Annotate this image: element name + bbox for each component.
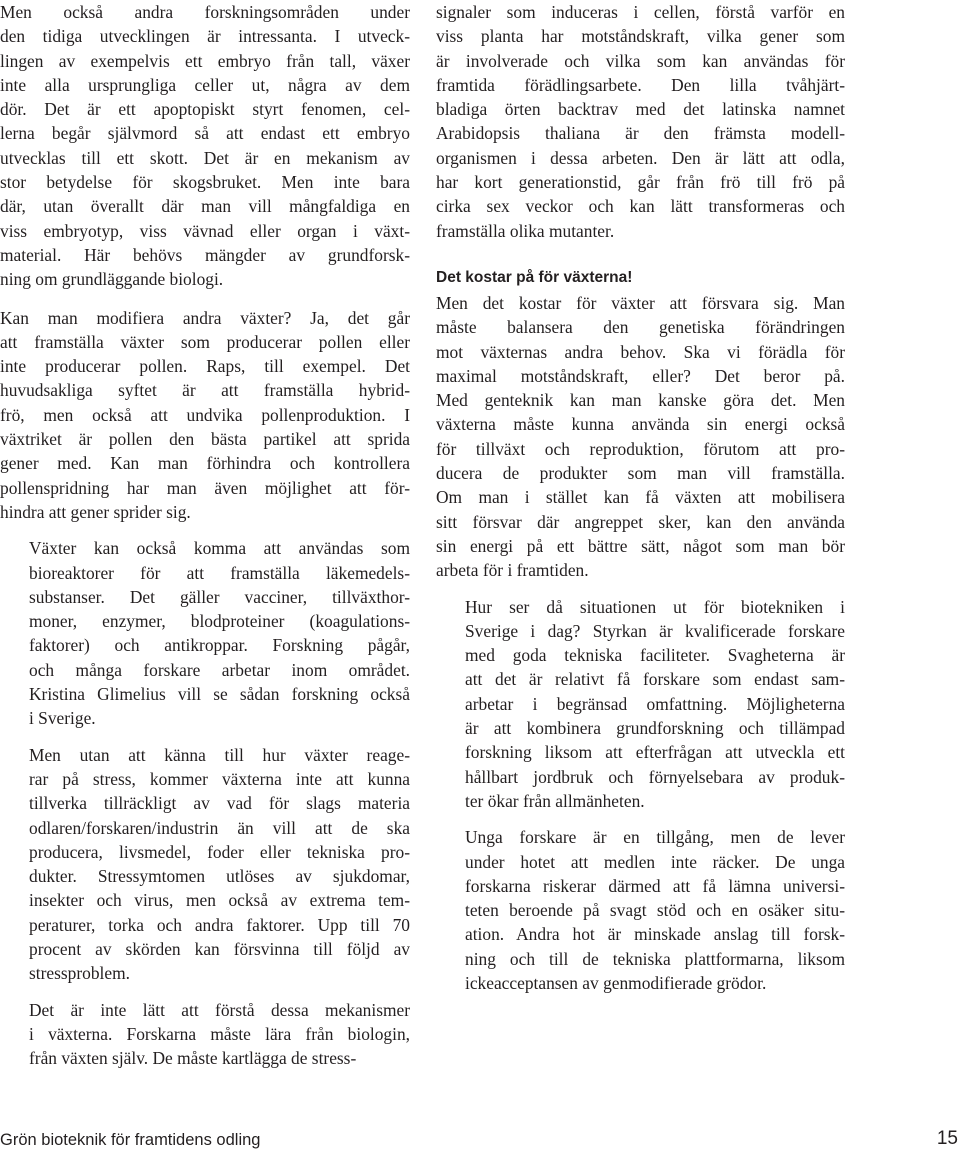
text-line: i växterna. Forskarna måste lära från biologin, bbox=[29, 1023, 410, 1044]
text-line: Kan man modifiera andra växter? Ja, det går bbox=[0, 307, 410, 328]
text-line: Kristina Glimelius vill se sådan forskning också bbox=[29, 684, 410, 705]
text-line: dör. Det är ett apoptopiskt styrt fenomen, cel- bbox=[0, 99, 410, 120]
text-line: för tillväxt och reproduktion, förutom att pro- bbox=[436, 438, 845, 459]
text-line: ickeacceptansen av genmodifierade grödor. bbox=[465, 972, 767, 993]
text-line: måste balansera den genetiska förändringen bbox=[436, 317, 845, 338]
paragraph bbox=[436, 595, 845, 814]
text-line: odlaren/forskaren/industrin än vill att de ska bbox=[29, 817, 410, 838]
text-line: med goda tekniska faciliteter. Svagheterna är bbox=[465, 645, 845, 666]
text-line: faktorer) och antikroppar. Forskning pågår, bbox=[29, 635, 410, 656]
text-line: substanser. Det gäller vacciner, tillväxthor- bbox=[29, 586, 410, 607]
text-line: forskning liksom att efterfrågan att utveckla ett bbox=[465, 742, 845, 763]
text-line: lerna begår självmord så att endast ett embryo bbox=[0, 123, 410, 144]
text-line: och många forskare arbetar inom området. bbox=[29, 659, 410, 680]
text-line: arbetar i begränsad omfattning. Möjligheterna bbox=[465, 693, 845, 714]
text-line: Det är inte lätt att förstå dessa mekanismer bbox=[29, 999, 410, 1020]
page-footer bbox=[0, 1128, 960, 1153]
paragraph bbox=[436, 0, 845, 243]
text-line: Om man i stället kan få växten att mobilisera bbox=[436, 487, 845, 508]
text-line: stressproblem. bbox=[29, 963, 130, 984]
text-line: rar på stress, kommer växterna inte att kunna bbox=[29, 768, 410, 789]
text-line: viss planta har motståndskraft, vilka gener som bbox=[436, 26, 845, 47]
text-line: Men också andra forskningsområden under bbox=[0, 2, 410, 22]
text-line: den tidiga utvecklingen är intressanta. I utveck- bbox=[0, 26, 410, 47]
text-line: har kort generationstid, går från frö till frö på bbox=[436, 172, 845, 193]
text-line: pollenspridning har man även möjlighet att för- bbox=[0, 477, 410, 498]
text-line: stor betydelse för skogsbruket. Men inte bara bbox=[0, 172, 410, 193]
text-line: frö, men också att undvika pollenproduktion. I bbox=[0, 404, 410, 425]
text-line: gener med. Kan man förhindra och kontrollera bbox=[0, 453, 410, 474]
text-line: procent av skörden kan försvinna till följd av bbox=[29, 938, 410, 959]
text-line: Men utan att känna till hur växter reage- bbox=[29, 744, 410, 765]
left-column bbox=[0, 0, 410, 1070]
text-line: under hotet att medlen inte räcker. De unga bbox=[465, 851, 845, 872]
text-line: ation. Andra hot är minskade anslag till forsk- bbox=[465, 924, 845, 945]
text-line: i Sverige. bbox=[29, 708, 96, 729]
text-line: teten beroende på svagt stöd och en osäker situ- bbox=[465, 900, 845, 921]
text-line: sin energi på ett bättre sätt, något som man bör bbox=[436, 535, 845, 556]
text-line: att framställa växter som producerar pollen eller bbox=[0, 331, 410, 352]
text-line: huvudsakliga syftet är att framställa hybrid- bbox=[0, 380, 410, 401]
text-line: att det är relativt få forskare som endast sam- bbox=[465, 669, 845, 690]
text-line: sitt försvar där angreppet sker, kan den använda bbox=[436, 511, 845, 532]
text-line: växterna måste kunna använda sin energi också bbox=[436, 414, 845, 435]
text-line: viss embryotyp, viss vävnad eller organ i växt- bbox=[0, 220, 410, 241]
text-line: ning om grundläggande biologi. bbox=[0, 269, 224, 290]
text-line: Växter kan också komma att användas som bbox=[29, 538, 410, 559]
text-line: från växten själv. De måste kartlägga de stress- bbox=[29, 1048, 357, 1069]
text-line: cirka sex veckor och kan lätt transformeras och bbox=[436, 196, 845, 217]
text-line: tillverka tillräckligt av vad för slags materia bbox=[29, 793, 410, 814]
footer-title: Grön bioteknik för framtidens odling bbox=[0, 1131, 261, 1149]
text-line: Med genteknik kan man kanske göra det. Men bbox=[436, 390, 845, 411]
text-line: Sverige i dag? Styrkan är kvalificerade forskare bbox=[465, 620, 845, 641]
text-line: är involverade och vilka som kan användas för bbox=[436, 50, 845, 71]
text-line: framställa olika mutanter. bbox=[436, 220, 615, 241]
text-line: inte producerar pollen. Raps, till exempel. Det bbox=[0, 356, 410, 377]
text-line: Men det kostar för växter att försvara sig. Man bbox=[436, 292, 845, 313]
text-line: Hur ser då situationen ut för biotekniken i bbox=[465, 596, 845, 617]
text-line: lingen av exempelvis ett embryo från tall, växer bbox=[0, 50, 410, 71]
text-line: organismen i dessa arbeten. Den är lätt att odla, bbox=[436, 147, 845, 168]
text-line: ter ökar från allmänheten. bbox=[465, 790, 645, 811]
text-line: moner, enzymer, blodproteiner (koagulations- bbox=[29, 611, 410, 632]
right-column bbox=[436, 0, 845, 995]
text-line: Unga forskare är en tillgång, men de lever bbox=[465, 827, 845, 848]
text-line: bladiga örten backtrav med det latinska namnet bbox=[436, 99, 845, 120]
text-line: där, utan överallt där man vill mångfaldiga en bbox=[0, 196, 410, 217]
text-line: växtriket är pollen den bästa partikel att sprida bbox=[0, 429, 410, 450]
section-subheading: Det kostar på för växterna! bbox=[436, 268, 633, 286]
text-line: hindra att gener sprider sig. bbox=[0, 501, 191, 522]
page-number: 15 bbox=[936, 1128, 958, 1149]
text-line: inte alla ursprungliga celler ut, några av dem bbox=[0, 74, 410, 95]
text-line: peraturer, torka och andra faktorer. Upp till 70 bbox=[29, 914, 410, 935]
text-line: mot växternas andra behov. Ska vi förädla för bbox=[436, 341, 845, 362]
paragraph bbox=[0, 0, 410, 292]
text-line: ning och till de tekniska plattformarna, liksom bbox=[465, 948, 845, 969]
text-line: signaler som induceras i cellen, förstå varför en bbox=[436, 2, 845, 22]
text-line: arbeta för i framtiden. bbox=[436, 560, 589, 581]
text-line: framtida förädlingsarbete. Den lilla tvåhjärt- bbox=[436, 74, 845, 95]
text-line: producera, livsmedel, foder eller tekniska pro- bbox=[29, 841, 410, 862]
paragraph bbox=[0, 998, 410, 1071]
text-line: är att kombinera grundforskning och tillämpad bbox=[465, 718, 845, 739]
text-line: Arabidopsis thaliana är den främsta modell- bbox=[436, 123, 845, 144]
paragraph bbox=[436, 825, 845, 995]
text-line: insekter och virus, men också av extrema tem- bbox=[29, 890, 410, 911]
paragraph bbox=[0, 536, 410, 730]
text-line: maximal motståndskraft, eller? Det beror på. bbox=[436, 365, 845, 386]
paragraph bbox=[0, 743, 410, 986]
paragraph-plant-modification bbox=[0, 306, 410, 525]
paragraph bbox=[436, 291, 845, 583]
text-line: bioreaktorer för att framställa läkemedels- bbox=[29, 562, 410, 583]
text-line: material. Här behövs mängder av grundforsk- bbox=[0, 244, 410, 265]
text-line: forskarna riskerar därmed att få lämna universi- bbox=[465, 875, 845, 896]
text-line: dukter. Stressymtomen utlöses av sjukdomar, bbox=[29, 866, 410, 887]
text-line: hållbart jordbruk och förnyelsebara av produk- bbox=[465, 766, 845, 787]
text-line: ducera de produkter som man vill framställa. bbox=[436, 463, 845, 484]
text-line: utvecklas till ett skott. Det är en mekanism av bbox=[0, 147, 410, 168]
